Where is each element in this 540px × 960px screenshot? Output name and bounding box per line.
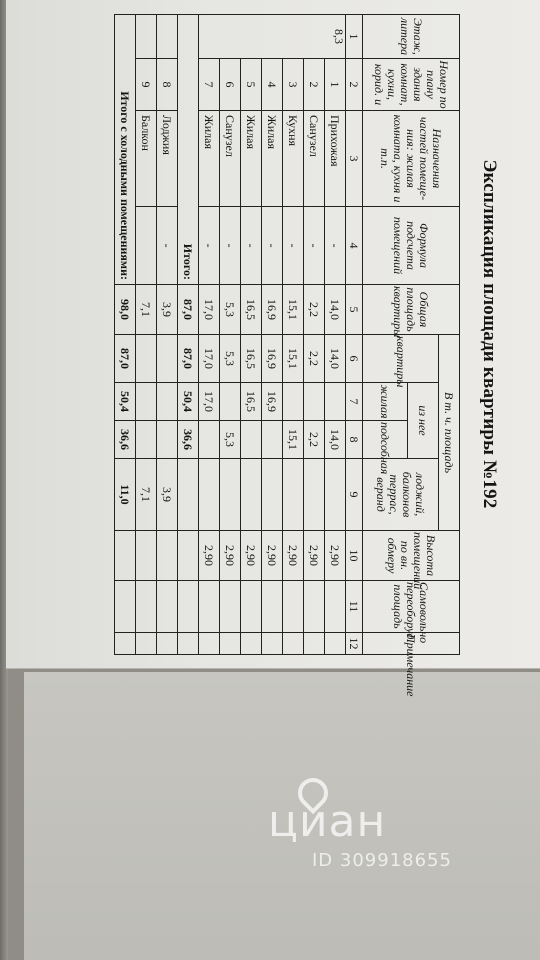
col-total-area-header: Общая площадь квартиры [363,285,460,335]
room-apt: 15,1 [283,335,304,383]
column-number: 9 [346,459,363,531]
table-row [199,15,220,655]
room-name: Прихожая [325,111,346,207]
watermark-logo: циан [268,796,387,847]
room-loggia [220,459,241,531]
subtotal-aux: 36,6 [178,421,199,459]
empty-cell [241,581,262,633]
empty-cell [283,581,304,633]
empty-cell [262,581,283,633]
room-height: 2,90 [304,531,325,581]
room-aux [241,421,262,459]
room-total: 14,0 [325,285,346,335]
room-formula: - [304,207,325,285]
empty-cell [157,421,178,459]
empty-cell [178,581,199,633]
column-number: 2 [346,59,363,111]
subtotal-label: Итого: [178,15,199,285]
room-total: 15,1 [283,285,304,335]
room-aux: 2,2 [304,421,325,459]
room-no: 1 [325,59,346,111]
empty-cell [115,581,136,633]
empty-cell [304,633,325,655]
room-living: 16,9 [262,383,283,421]
empty-cell [157,335,178,383]
empty-cell [157,633,178,655]
room-living [220,383,241,421]
empty-cell [199,633,220,655]
table-row [136,15,157,655]
room-living [325,383,346,421]
rotated-document [30,8,500,660]
table-row [283,15,304,655]
column-number: 8 [346,421,363,459]
table-row [241,15,262,655]
room-total: 16,9 [262,285,283,335]
empty-cell [136,531,157,581]
room-no: 4 [262,59,283,111]
empty-cell [136,633,157,655]
column-number: 10 [346,531,363,581]
room-formula: - [241,207,262,285]
room-loggia [304,459,325,531]
col-apartment-header: квартиры [363,335,439,383]
column-number: 11 [346,581,363,633]
room-no: 2 [304,59,325,111]
empty-cell [157,383,178,421]
room-apt: 2,2 [304,335,325,383]
explication-table [114,14,460,655]
empty-cell [199,581,220,633]
table-row [157,15,178,655]
subtotal-living: 50,4 [178,383,199,421]
column-numbers-row [346,15,363,655]
room-total: 16,5 [241,285,262,335]
room-apt: 14,0 [325,335,346,383]
room-formula: - [283,207,304,285]
room-living [283,383,304,421]
room-name: Жилая [199,111,220,207]
col-living-header: жилая [363,383,408,421]
cian-watermark [268,790,508,880]
grand-total-label: Итого с холодными помещениями: [115,15,136,285]
col-room-no-header: Номер по плану здания комнат, кухни, корид. и [363,59,460,111]
room-formula: - [220,207,241,285]
col-loggias-header: лоджий, балконов террас, веранд [363,459,439,531]
empty-cell [325,633,346,655]
room-living: 17,0 [199,383,220,421]
room-name: Лоджия [157,111,178,207]
empty-cell [283,633,304,655]
room-total: 5,3 [220,285,241,335]
room-no: 3 [283,59,304,111]
grand-total-row [115,15,136,655]
empty-cell [178,459,199,531]
grand-total-apt: 87,0 [115,335,136,383]
empty-cell [115,633,136,655]
room-formula: - [157,207,178,285]
col-self-rebuilt-header: Самовольно переоборуд. площадь [363,581,460,633]
room-formula [136,207,157,285]
table-row [304,15,325,655]
empty-cell [136,335,157,383]
room-height: 2,90 [241,531,262,581]
room-living: 16,5 [241,383,262,421]
column-number: 3 [346,111,363,207]
col-of-it-header: из нее [408,383,439,459]
column-number: 1 [346,15,363,59]
empty-cell [115,531,136,581]
subtotal-apt: 87,0 [178,335,199,383]
empty-cell [157,581,178,633]
table-row [325,15,346,655]
room-no: 5 [241,59,262,111]
col-incl-area-header: В т. ч. площадь [439,335,460,531]
watermark-id: ID 309918655 [312,850,452,871]
room-aux: 14,0 [325,421,346,459]
room-height: 2,90 [220,531,241,581]
column-number: 7 [346,383,363,421]
room-loggia [241,459,262,531]
room-total: 7,1 [136,285,157,335]
room-formula: - [262,207,283,285]
empty-cell [136,581,157,633]
empty-cell [136,421,157,459]
room-loggia [262,459,283,531]
room-apt: 16,9 [262,335,283,383]
column-number: 5 [346,285,363,335]
room-aux: 5,3 [220,421,241,459]
room-height: 2,90 [262,531,283,581]
empty-cell [157,15,178,59]
room-apt: 5,3 [220,335,241,383]
grand-total-aux: 36,6 [115,421,136,459]
table-row [262,15,283,655]
room-loggia: 7,1 [136,459,157,531]
room-loggia [325,459,346,531]
room-total: 17,0 [199,285,220,335]
room-no: 6 [220,59,241,111]
room-name: Жилая [241,111,262,207]
empty-cell [178,531,199,581]
subtotal-row [178,15,199,655]
empty-cell [220,633,241,655]
room-formula: - [199,207,220,285]
room-aux [199,421,220,459]
document-title: Экспликация площади квартиры №192 [479,159,500,509]
grand-total-loggia: 11,0 [115,459,136,531]
empty-cell [262,633,283,655]
room-name: Санузел [304,111,325,207]
empty-cell [220,581,241,633]
grand-total-total: 98,0 [115,285,136,335]
empty-cell [157,531,178,581]
header-row-1 [439,15,460,655]
room-apt: 16,5 [241,335,262,383]
room-total: 3,9 [157,285,178,335]
room-total: 2,2 [304,285,325,335]
floor-value: 8,3 [199,15,346,59]
col-height-header: Высота помещений по вн. обмеру [363,531,460,581]
empty-cell [136,15,157,59]
empty-cell [304,581,325,633]
room-loggia [283,459,304,531]
col-auxiliary-header: подсобная [363,421,408,459]
room-height: 2,90 [199,531,220,581]
room-apt: 17,0 [199,335,220,383]
col-floor-header: Этаж, литера [363,15,460,59]
column-number: 4 [346,207,363,285]
column-number: 12 [346,633,363,655]
empty-cell [325,581,346,633]
col-formula-header: Формула подсчета помещений [363,207,460,285]
room-formula: - [325,207,346,285]
column-number: 6 [346,335,363,383]
room-name: Санузел [220,111,241,207]
room-loggia: 3,9 [157,459,178,531]
empty-cell [136,383,157,421]
col-note-header [363,633,460,655]
room-no: 8 [157,59,178,111]
room-aux: 15,1 [283,421,304,459]
room-name: Балкон [136,111,157,207]
room-height: 2,90 [283,531,304,581]
table-row [220,15,241,655]
empty-cell [241,633,262,655]
room-name: Кухня [283,111,304,207]
col-purpose-header: Назначения частей помеще-ния: жилая комната, кухня и т.п. [363,111,460,207]
empty-cell [178,633,199,655]
room-height: 2,90 [325,531,346,581]
room-name: Жилая [262,111,283,207]
room-no: 7 [199,59,220,111]
room-living [304,383,325,421]
room-loggia [199,459,220,531]
room-aux [262,421,283,459]
room-no: 9 [136,59,157,111]
grand-total-living: 50,4 [115,383,136,421]
subtotal-total: 87,0 [178,285,199,335]
